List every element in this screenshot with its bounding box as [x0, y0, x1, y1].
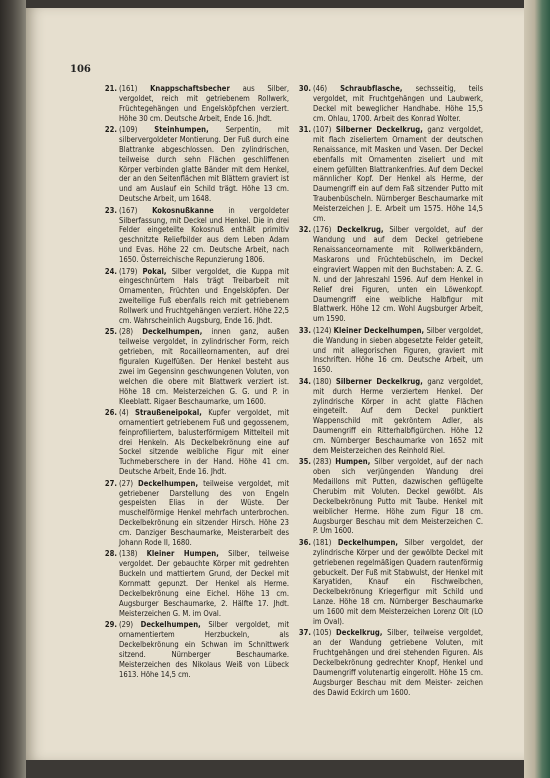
entry-title: Deckelhumpen, — [142, 327, 203, 337]
catalog-entry — [297, 225, 483, 324]
entry-title: Schraubflasche, — [340, 84, 403, 93]
entry-text: ganz vergoldet, mit flach ziseliertem Ornament der deutschen Renaissance, mit Masken und Vasen. Der Deckel ebenfalls mit Ornamenten ziseliert und mit einem gefüllten Blattrankenfries. Auf dem Deckel männlicher Kopf. Der Henkel als Herme, der Daumengriff ein auf dem Faß sitzender Putto mit Traubenbüscheln. Nürnberger Beschaumarke mit Meisterzeichen J. E. Arbeit um 1575. Höhe 14,5 cm. — [313, 125, 484, 223]
entry-number: 32. — [298, 225, 311, 235]
entry-body — [313, 225, 483, 324]
entry-body — [313, 538, 483, 627]
entry-number: 33. — [298, 325, 311, 335]
entry-number: 25. — [104, 327, 117, 337]
entry-title: Straußeneipokal, — [135, 407, 202, 417]
entry-number: 29. — [104, 620, 117, 630]
entry-title: Kokosnußkanne — [152, 205, 214, 215]
entry-code: (179) — [119, 266, 138, 276]
entry-text: innen ganz, außen teilweise vergoldet, in zylindrischer Form, reich getrieben, mit Rocailleornamenten, auf drei figuralen Kugelfüßen. Der Henkel besteht aus zwei im Gegensinn geschwungenen Voluten, von welchen die obere mit Blattwerk verziert ist. Höhe 18 cm. Meisterzeichen G. G. und P. in Kleeblatt. Rigaer Beschaumarke, um 1600. — [119, 327, 289, 406]
left-column — [103, 84, 289, 681]
entry-code: (46) — [313, 84, 328, 93]
entry-body — [119, 267, 289, 326]
entry-body — [119, 206, 289, 265]
catalog-entry — [297, 377, 483, 456]
page-edges — [524, 0, 550, 778]
entry-code: (109) — [119, 125, 138, 135]
entry-body — [313, 84, 483, 124]
entry-title: Silberner Deckelkrug, — [335, 125, 423, 135]
entry-number: 24. — [104, 266, 117, 276]
entry-text: aus Silber, vergoldet, reich mit getriebenem Rollwerk, Früchtegehängen und Engelsköpfchen verziert. Höhe 30 cm. Deutsche Arbeit, Ende 16. Jhdt. — [119, 84, 290, 123]
catalog-entry — [297, 326, 483, 375]
catalog-entry — [103, 125, 289, 204]
entry-title: Humpen, — [335, 457, 371, 467]
entry-body — [119, 620, 289, 679]
bottom-shadow — [26, 760, 524, 778]
entry-code: (181) — [313, 537, 332, 547]
entry-code: (180) — [313, 376, 332, 386]
entry-text: teilweise vergoldet, mit getriebener Darstellung des von Engeln gespeisten Elias in der Wüste. Der muschelförmige Henkel mehrfach unterbrochen. Deckelbekrönung ein sitzender Hirsch. Höhe 23 cm. Danziger Beschaumarke, Meisterarbeit des Johann Rode II, 1680. — [119, 478, 290, 547]
catalog-entry — [103, 84, 289, 124]
catalog-entry — [297, 628, 483, 697]
entry-number: 27. — [104, 478, 117, 488]
entry-text: Kupfer vergoldet, mit ornamentiert getriebenem Fuß und gegossenem, feinprofiliertem, balusterförmigem Mittelteil mit drei Henkeln. Als Deckelbekrönung eine auf Sockel sitzende weibliche Figur mit einer Tuchmeberschere in der Hand. Höhe 41 cm. Deutsche Arbeit, Ende 16. Jhdt. — [119, 407, 290, 477]
entry-text: Silber vergoldet, mit ornamentiertem Herzbuckeln, als Deckelbekrönung ein Schwan im Schnittwerk sitzend. Nürnberger Beschaumarke. Meisterzeichen des Nikolaus Weiß von Lübeck 1613. Höhe 14,5 cm. — [119, 620, 289, 679]
entry-text: Serpentin, mit silbervergoldeter Montierung. Der Fuß durch eine Blattranke abgeschlossen. Den zylindrischen, teilweise durch sehn Flächen geschliffenen Körper verbinden glatte Bänder mit dem Henkel, der an den Seitenflächen mit Blättern graviert ist und am Auslauf ein Schild trägt. Höhe 13 cm. Deutsche Arbeit, um 1648. — [119, 125, 289, 204]
entry-body — [313, 326, 483, 375]
entry-text: Silber vergoldet, die Kuppa mit eingeschnürtem Hals trägt Treibarbeit mit Ornamenten, Früchten und Engelsköpfen. Der zweiteilige Fuß ebenfalls reich mit getriebenem Rollwerk und Fruchtgehängen verziert. Höhe 22,5 cm. Wahrscheinlich Augsburg, Ende 16. Jhdt. — [119, 266, 289, 325]
entry-number: 23. — [104, 205, 117, 215]
catalog-entry — [297, 538, 483, 627]
book-spine — [0, 0, 26, 778]
entry-title: Deckelkrug, — [336, 628, 383, 638]
entry-body — [313, 628, 483, 697]
entry-code: (107) — [313, 125, 332, 135]
entry-code: (161) — [119, 84, 138, 93]
entry-text: Silber, teilweise vergoldet, an der Wandung getriebene Voluten, mit Fruchtgehängen und drei stehenden Figuren. Als Deckelbekrönung gedrechter Knopf, Henkel und Daumengriff volutenartig eingerollt. Höhe 15 cm. Augsburger Beschau mit dem Meister- zeichen des Dawid Eckirch um 1600. — [313, 628, 483, 697]
entry-body — [119, 479, 289, 548]
entry-title: Deckelkrug, — [337, 225, 384, 235]
catalog-entry — [297, 125, 483, 224]
entry-title: Deckelhumpen, — [337, 537, 399, 547]
entry-title: Deckelhumpen, — [140, 620, 201, 630]
entry-code: (29) — [119, 620, 134, 630]
entry-number: 28. — [104, 549, 117, 559]
entry-code: (167) — [119, 205, 138, 215]
entry-text: in vergoldeter Silberfassung, mit Deckel und Henkel. Die in drei Felder eingeteilte Kokosnuß enthält primitiv geschnitzte Reliefbilder aus dem Leben Adam und Evas. Höhe 22 cm. Deutsche Arbeit, nach 1650. Österreichische Repunzierung 1806. — [119, 205, 289, 265]
entry-number: 31. — [298, 125, 311, 135]
entry-code: (27) — [119, 478, 134, 488]
entry-body — [119, 327, 289, 406]
catalog-entry — [103, 479, 289, 548]
page-number: 106 — [70, 64, 91, 75]
entry-code: (176) — [313, 225, 332, 235]
entry-body — [313, 457, 483, 536]
entry-body — [313, 377, 483, 456]
entry-body — [119, 549, 289, 618]
entry-title: Kleiner Deckelhumpen, — [333, 325, 425, 335]
entry-text: Silber, teilweise vergoldet. Der gebauchte Körper mit gedrehten Buckeln und mattiertem Grund, der Deckel mit Kornmatt gepunzt. Der Henkel als Herme. Deckelbekrönung eine Eichel. Höhe 13 cm. Augsburger Beschaumarke, 2. Hälfte 17. Jhdt. Meisterzeichen G. M. im Oval. — [119, 549, 290, 618]
entry-text: Silber vergoldet, auf der nach oben sich verjüngenden Wandung drei Medaillons mit Putten, dazwischen geflügelte Cherubim mit Voluten. Deckel gewölbt. Als Deckelbekrönung Putto mit Taube. Henkel mit weiblicher Herme. Höhe zum Figur 18 cm. Augsburger Beschau mit dem Meisterzeichen C. P. Um 1600. — [313, 457, 484, 536]
catalog-entry — [297, 457, 483, 536]
entry-code: (283) — [313, 457, 332, 467]
entry-text: Silber vergoldet, auf der Wandung und auf dem Deckel getriebene Renaissanceornamente mit Rollwerkbändern, Maskarons und Früchtebüscheln, im Deckel eingraviert Wappen mit den Buchstaben: A. Z. G. N. und der Jahreszahl 1596. Auf dem Henkel in Relief drei Figuren, unten ein Löwenkopf. Daumengriff eine weibliche Halbfigur mit Blattwerk. Höhe 12 cm. Wohl Augsburger Arbeit, um 1590. — [313, 225, 483, 324]
entry-text: Silber vergoldet, die Wandung in sieben abgesetzte Felder geteilt, und mit allegorischen Figuren, graviert mit Inschriften. Höhe 16 cm. Deutsche Arbeit, um 1650. — [313, 325, 483, 375]
entry-number: 37. — [298, 628, 311, 638]
entry-number: 22. — [104, 125, 117, 135]
catalog-entry — [103, 620, 289, 679]
entry-title: Pokal, — [142, 266, 167, 276]
entry-number: 21. — [104, 84, 117, 93]
entry-code: (28) — [119, 327, 134, 337]
catalog-entry — [297, 84, 483, 124]
entry-title: Deckelhumpen, — [137, 478, 199, 488]
catalog-entry — [103, 327, 289, 406]
entry-title: Kleiner Humpen, — [146, 549, 219, 559]
entry-title: Knappschaftsbecher — [150, 84, 230, 93]
entry-text: Silber vergoldet, der zylindrische Körper und der gewölbte Deckel mit getriebenen regelmäßigen Quadern rautenförmig gebuckelt. Der Fuß mit Stabwulst, der Henkel mit Karyatiden, Knauf ein Fischweibchen, Deckelbekrönung Kriegerfigur mit Schild und Lanze. Höhe 18 cm. Nürnberger Beschaumarke um 1600 mit dem Meisterzeichen Lorenz Olt (LO im Oval). — [313, 537, 484, 626]
entry-number: 35. — [298, 457, 311, 467]
catalog-entry — [103, 549, 289, 618]
entry-code: (138) — [119, 549, 138, 559]
entry-number: 34. — [298, 376, 311, 386]
entry-code: (105) — [313, 628, 332, 638]
entry-code: (4) — [119, 407, 129, 417]
entry-code: (124) — [313, 325, 332, 335]
catalog-entry — [103, 267, 289, 326]
catalog-entry — [103, 408, 289, 477]
entry-body — [119, 408, 289, 477]
entry-body — [119, 84, 289, 124]
catalog-entry — [103, 206, 289, 265]
entry-text: sechsseitig, teils vergoldet, mit Fruchtgehängen und Laubwerk, Deckel mit beweglicher Handhabe. Höhe 15,5 cm. Ohlau, 1700. Arbeit des Konrad Wolter. — [313, 84, 484, 123]
entry-title: Silberner Deckelkrug, — [335, 376, 423, 386]
entry-number: 30. — [298, 84, 311, 93]
entry-number: 36. — [298, 537, 311, 547]
entry-title: Steinhumpen, — [154, 125, 209, 135]
entry-text: ganz vergoldet, mit durch Herme verziertem Henkel. Der zylindrische Körper in acht glatte Flächen eingeteilt. Auf dem Deckel punktiert Wappenschild mit gekröntem Adler, als Daumengriff ein Ritterhalbfigürchen. Höhe 12 cm. Nürnberger Beschaumarke von 1652 mit dem Meisterzeichen des Reinhold Riel. — [313, 376, 484, 455]
right-column — [297, 84, 483, 699]
entry-number: 26. — [104, 407, 117, 417]
entry-body — [119, 125, 289, 204]
entry-body — [313, 125, 483, 224]
